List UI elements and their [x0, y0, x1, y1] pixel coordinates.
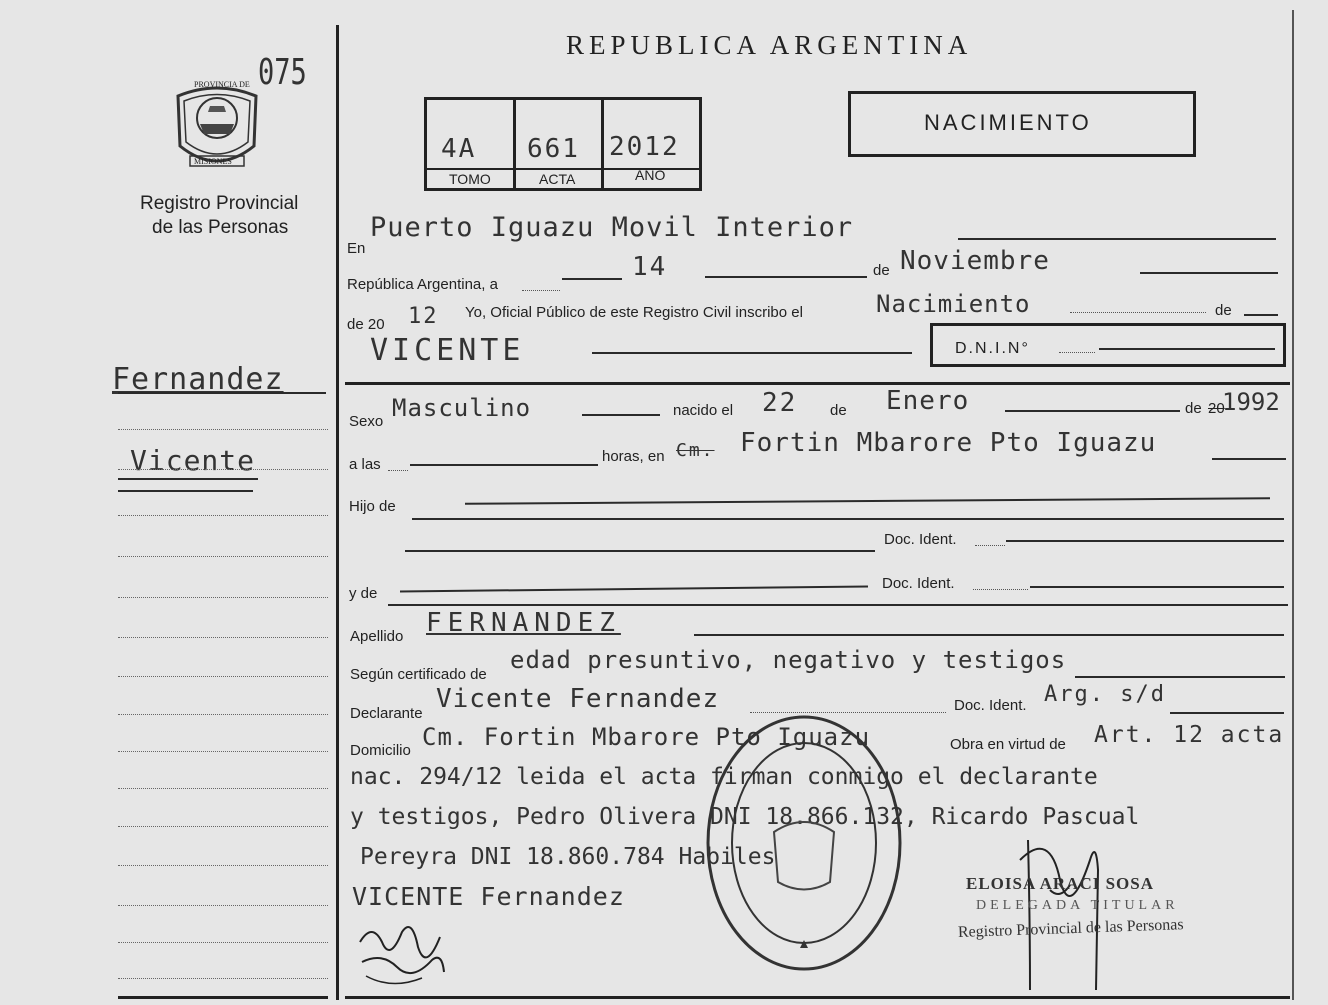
- parent2-line-2: [388, 604, 1288, 606]
- stub-line: [118, 429, 328, 430]
- dni-box: [930, 323, 1286, 367]
- obra-label: Obra en virtud de: [950, 736, 1066, 753]
- dots: [973, 589, 1028, 590]
- a-las-label: a las: [349, 456, 381, 473]
- stub-line: [118, 905, 328, 906]
- dots: [522, 290, 560, 291]
- y-de-label: y de: [349, 585, 378, 602]
- tomo-label: TOMO: [449, 171, 491, 187]
- stub-line: [118, 597, 328, 598]
- doc-ident-label-2: Doc. Ident.: [882, 575, 955, 592]
- declarant-signature-name: VICENTE Fernandez: [352, 882, 625, 911]
- inscription-type: Nacimiento: [876, 290, 1031, 318]
- anio-label: AÑO: [635, 167, 666, 183]
- margin-surname: Fernandez: [112, 362, 284, 397]
- sexo-line: [582, 414, 660, 416]
- dni-dots: [1059, 352, 1095, 353]
- margin-given-underline: [118, 478, 258, 480]
- declarant-signature: [352, 912, 452, 990]
- registry-stamp: [704, 712, 904, 974]
- nacido-label: nacido el: [673, 402, 734, 419]
- stub-line: [118, 676, 328, 677]
- stamp-ring-text: [708, 716, 709, 723]
- stub-line: [118, 637, 328, 638]
- month-line-2: [1005, 410, 1180, 412]
- stub-line: [118, 865, 328, 866]
- country-title: REPUBLICA ARGENTINA: [566, 30, 973, 60]
- legal-basis: Art. 12 acta: [1094, 722, 1285, 748]
- official-name: ELOISA ARACI SOSA: [966, 874, 1155, 893]
- month-line: [1140, 272, 1278, 274]
- en-label: En: [347, 240, 366, 257]
- hijo-label: Hijo de: [349, 498, 396, 515]
- declarant-name: Vicente Fernandez: [436, 684, 720, 714]
- dots: [1070, 312, 1206, 313]
- bottom-rule-right: [345, 996, 1290, 999]
- sex-value: Masculino: [392, 394, 532, 422]
- hijo-line: [465, 497, 1270, 505]
- seal-bottom-text: MISIONES: [194, 157, 232, 166]
- stub-line: [118, 556, 328, 557]
- acta-value: 661: [527, 134, 580, 164]
- place-line: [1212, 458, 1286, 460]
- certificate-value: edad presuntivo, negativo y testigos: [510, 646, 1067, 674]
- left-margin-rule: [336, 25, 339, 1000]
- domicilio-label: Domicilio: [350, 742, 411, 759]
- dots: [975, 545, 1005, 546]
- stub-line: [118, 469, 328, 470]
- hours-line: [410, 464, 598, 466]
- birth-place-struck: Cm.: [676, 440, 715, 461]
- right-edge-rule: [1292, 10, 1294, 1000]
- acta-label: ACTA: [539, 171, 576, 187]
- act-type-box: [848, 91, 1196, 157]
- oficial-text: Yo, Oficial Público de este Registro Civil inscribo el: [465, 304, 803, 321]
- stub-line: [118, 751, 328, 752]
- dots: [388, 470, 408, 471]
- registry-name-line1: Registro Provincial: [140, 193, 299, 214]
- day-line2: [705, 276, 867, 278]
- doc-ident-label-3: Doc. Ident.: [954, 697, 1027, 714]
- registration-month: Noviembre: [900, 246, 1050, 276]
- surname-value: FERNANDEZ: [426, 608, 621, 638]
- doc2-line: [1030, 586, 1284, 588]
- registry-name-line2: de las Personas: [152, 217, 289, 238]
- act-number: 075: [258, 52, 307, 93]
- bottom-rule-left: [118, 996, 328, 999]
- margin-given-underline2: [118, 490, 253, 492]
- name-line: [592, 352, 912, 354]
- tomo-value: 4A: [441, 134, 477, 164]
- official-role: DELEGADA TITULAR: [976, 898, 1179, 913]
- doc1-line: [1006, 540, 1284, 542]
- dni-line: [1099, 348, 1275, 350]
- notes-line-1: nac. 294/12 leida el acta firman conmigo el declarante: [350, 764, 1098, 790]
- apellido-label: Apellido: [350, 628, 404, 645]
- dni-label: D.N.I.N°: [955, 340, 1030, 357]
- anio-value: 2012: [609, 132, 680, 162]
- doc-ident-label-1: Doc. Ident.: [884, 531, 957, 548]
- parent1-line: [405, 550, 875, 552]
- en-line: [958, 238, 1276, 240]
- de-label: de: [873, 262, 890, 279]
- birth-de-label: de: [830, 402, 847, 419]
- birth-place: Fortin Mbarore Pto Iguazu: [740, 428, 1157, 458]
- horas-label: horas, en: [602, 448, 665, 465]
- notes-line-3: Pereyra DNI 18.860.784 Habiles: [360, 844, 776, 870]
- birth-year: 1992: [1222, 388, 1280, 416]
- child-name: VICENTE: [370, 333, 525, 368]
- stub-line: [118, 942, 328, 943]
- declarante-label: Declarante: [350, 705, 423, 722]
- registration-year: 12: [408, 304, 439, 329]
- margin-surname-underline: [118, 392, 326, 394]
- act-type-label: NACIMIENTO: [924, 110, 1092, 135]
- stub-line: [118, 978, 328, 979]
- sexo-label: Sexo: [349, 413, 384, 430]
- segun-line: [1075, 676, 1285, 678]
- day-line: [562, 278, 622, 280]
- year-prefix: de 20: [347, 316, 385, 333]
- declarant-doc-line: [1170, 712, 1284, 714]
- de-line: [1244, 314, 1278, 316]
- stub-line: [118, 788, 328, 789]
- section-divider: [345, 382, 1290, 385]
- apellido-line: [694, 634, 1284, 636]
- hijo-line-2: [412, 518, 1284, 520]
- seal-top-text: PROVINCIA DE: [194, 80, 250, 89]
- segun-label: Según certificado de: [350, 666, 487, 683]
- stub-line: [118, 515, 328, 516]
- birth-month: Enero: [886, 386, 970, 416]
- birth-year-label: de: [1185, 400, 1202, 417]
- place-of-registration: Puerto Iguazu Movil Interior: [370, 212, 854, 243]
- stub-line: [118, 826, 328, 827]
- stub-line: [118, 714, 328, 715]
- declarant-doc: Arg. s/d: [1044, 682, 1166, 707]
- notes-line-2: y testigos, Pedro Olivera DNI 18.866.132, Ricardo Pascual: [350, 804, 1140, 830]
- margin-given-name: Vicente: [130, 444, 256, 477]
- birth-day: 22: [762, 388, 798, 418]
- record-box: [424, 97, 702, 191]
- official-office: Registro Provincial de las Personas: [957, 916, 1184, 941]
- registration-day: 14: [632, 252, 668, 282]
- address-value: Cm. Fortin Mbarore Pto Iguazu: [422, 723, 871, 751]
- de-label-2: de: [1215, 302, 1232, 319]
- misiones-seal: [168, 76, 266, 174]
- birth-year-struck: 20: [1208, 400, 1225, 417]
- parent2-line: [400, 586, 868, 593]
- republica-label: República Argentina, a: [347, 276, 498, 293]
